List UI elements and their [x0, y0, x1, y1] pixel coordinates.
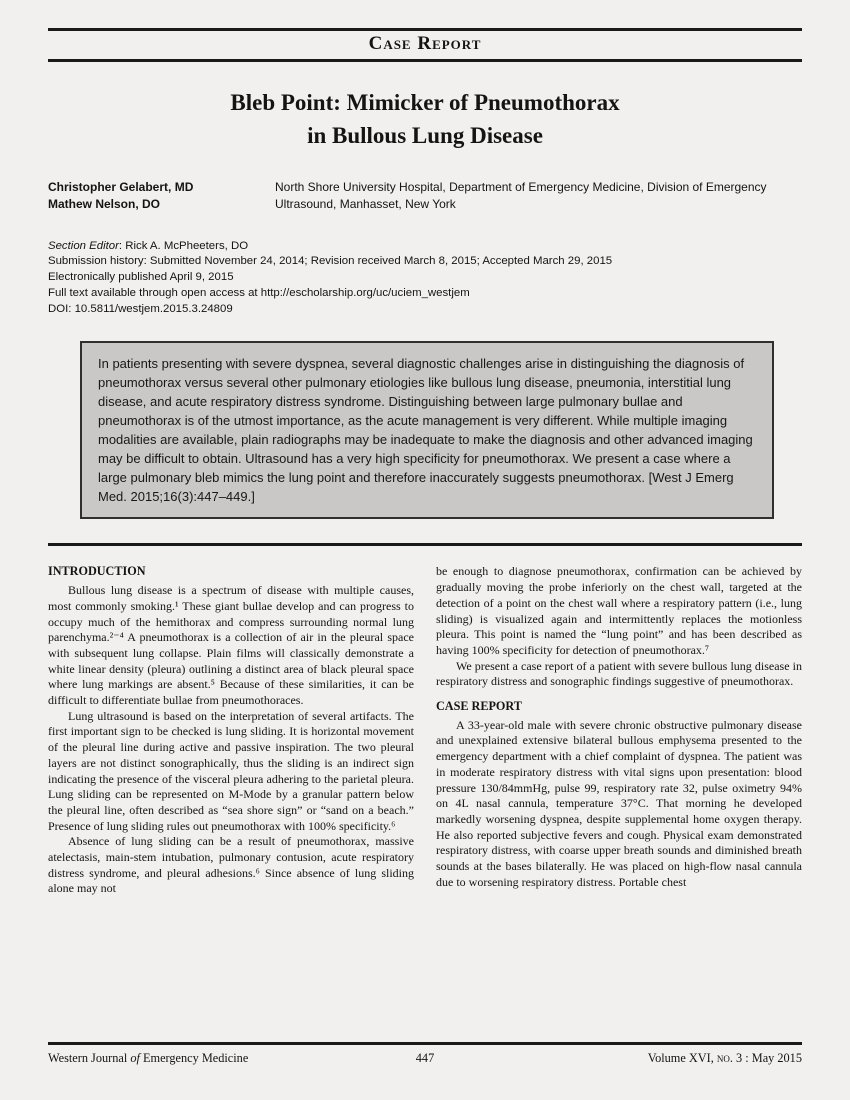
right-column: [436, 564, 802, 897]
volume-post: 3 : May 2015: [732, 1051, 802, 1065]
section-editor-label: Section Editor: [48, 239, 119, 252]
volume-issue: [551, 1051, 802, 1066]
introduction-paragraph-5: We present a case report of a patient with severe bullous lung disease in respiratory distress and sonographic findings suggestive of pneumothorax.: [436, 658, 802, 689]
case-report-paragraph-1: A 33-year-old male with severe chronic obstructive pulmonary disease and unexplained extensive bilateral bullous emphysema presented to the emergency department with a chief complaint of dyspnea. The patient was in moderate respiratory distress with vital signs upon presentation: blood pressure 130/84mmHg, pulse 99, respiratory rate 32, pulse oximetry 94% on 4L nasal cannula, temperature 37°C. That morning he developed markedly worsening dyspnea, despite supplemental home oxygen therapy. He also reported subjective fevers and cough. Physical exam demonstrated respiratory distress, with coarse upper breath sounds and diminished breath sounds at the bases bilaterally. He was placed on high-flow nasal cannula due to worsening respiratory distress. Portable chest: [436, 717, 802, 889]
article-title-line1: Bleb Point: Mimicker of Pneumothorax: [230, 90, 620, 115]
article-title-line2: in Bullous Lung Disease: [307, 123, 543, 149]
full-text-line: Full text available through open access at http://escholarship.org/uc/uciem_westjem: [48, 286, 470, 299]
section-editor-line: [48, 239, 802, 255]
article-body: [48, 564, 802, 897]
journal-name: [48, 1051, 299, 1066]
journal-name-post: Emergency Medicine: [139, 1051, 249, 1065]
left-column: [48, 564, 414, 897]
article-title: [48, 86, 802, 153]
volume-pre: Volume XVI,: [647, 1051, 717, 1065]
footer-rule: [48, 1042, 802, 1045]
article-metadata: [48, 239, 802, 318]
doi-line: DOI: 10.5811/westjem.2015.3.24809: [48, 302, 233, 315]
author-name: Mathew Nelson, DO: [48, 196, 161, 211]
introduction-paragraph-3: Absence of lung sliding can be a result of pneumothorax, massive atelectasis, main-stem intubation, pulmonary contusion, acute respiratory distress syndrome, and pleural adhesions.⁶ Since absence of lung sliding alone may not: [48, 834, 414, 896]
introduction-paragraph-1: Bullous lung disease is a spectrum of disease with multiple causes, most commonly smoking.¹ These giant bullae develop and can progress to occupy much of the hemithorax and compress surrounding normal lung parenchyma.²⁻⁴ A pneumothorax is a collection of air in the pleural space with subsequent lung collapse. Plain films will classically demonstrate a white linear density (pleura) outlining a distinct area of black pleural space where lung markings are absent.⁵ Because of these similarities, it can be difficult to differentiate bullae from pneumothoraces.: [48, 583, 414, 708]
footer-row: [48, 1051, 802, 1066]
case-report-heading: CASE REPORT: [436, 699, 522, 714]
author-names: [48, 179, 275, 213]
article-type-banner: Case Report: [368, 33, 482, 54]
introduction-paragraph-2: Lung ultrasound is based on the interpretation of several artifacts. The first important sign to be checked is lung sliding. It is horizontal movement of the pleural line during active and passive inspiration. The two pleural layers are not distinct sonographically, thus the sliding is an indirect sign indicating the presence of the visceral pleura adhering to the parietal pleura. Lung sliding can be represented on M-Mode by a granular pattern below the pleural line, often described as “sea shore sign” or “sand on a beach.” Presence of lung sliding rules out pneumothorax with 100% specificity.⁶: [48, 708, 414, 833]
page-number: 447: [415, 1051, 435, 1065]
submission-history-line: Submission history: Submitted November 24, 2014; Revision received March 8, 2015; Accepted March 29, 2015: [48, 255, 613, 268]
introduction-paragraph-4: be enough to diagnose pneumothorax, confirmation can be achieved by gradually moving the probe inferiorly on the chest wall, targeted at the detection of a point on the chest wall where a respiratory pattern (i.e., lung sliding) is visualized again and intermittently replaces the motionless pleura. This point is named the “lung point” and has been described as having 100% specificity for detection of pneumothorax.⁷: [436, 564, 802, 657]
journal-name-of: of: [130, 1051, 140, 1065]
body-divider-rule: [48, 543, 802, 546]
abstract: In patients presenting with severe dyspnea, several diagnostic challenges arise in distinguishing the diagnosis of pneumothorax versus several other pulmonary etiologies like bullous lung disease, pneumonia, interstitial lung disease, and acute respiratory distress syndrome. Distinguishing between large pulmonary bullae and pneumothorax is of the utmost importance, as the acute management is very different. While multiple imaging modalities are available, plain radiographs may be inadequate to make the diagnosis and other advanced imaging may be difficult to obtain. Ultrasound has a very high specificity for pneumothorax. We present a case where a large pulmonary bleb mimics the lung point and therefore inaccurately suggests pneumothorax. [West J Emerg Med. 2015;16(3):447–449.]: [80, 341, 774, 519]
section-editor-value: : Rick A. McPheeters, DO: [118, 239, 249, 252]
author-name: Christopher Gelabert, MD: [48, 179, 194, 194]
page-content: [48, 0, 802, 897]
introduction-heading: INTRODUCTION: [48, 564, 146, 579]
journal-name-pre: Western Journal: [48, 1051, 131, 1065]
author-block: [48, 179, 802, 213]
author-affiliation: North Shore University Hospital, Department of Emergency Medicine, Division of Emergency Ultrasound, Manhasset, New York: [275, 179, 767, 211]
header-rule-bottom: [48, 59, 802, 62]
published-line: Electronically published April 9, 2015: [48, 271, 234, 284]
volume-no: no.: [716, 1051, 733, 1065]
page-footer: [48, 1042, 802, 1066]
